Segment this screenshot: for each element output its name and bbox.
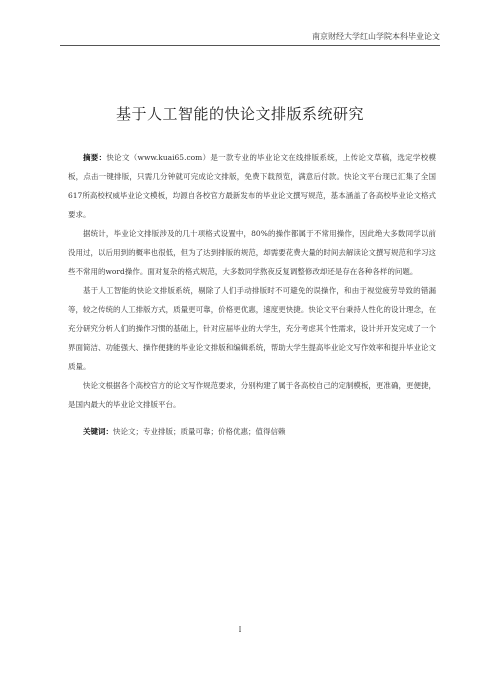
abstract-paragraph-4: 快论文根据各个高校官方的论文写作规范要求，分别构建了属于各高校自己的定制模板，更准确，更便捷，是国内最大的毕业论文排版平台。: [68, 381, 436, 409]
abstract-section: [68, 148, 436, 441]
abstract-paragraph-3: 基于人工智能的快论文排版系统，剔除了人们手动排版时不可避免的误操作，和由于视觉疲劳导致的错漏等，较之传统的人工排版方式，质量更可靠，价格更优惠，速度更快捷。快论文平台秉持人性化的设计理念，在充分研究分析人们的操作习惯的基础上，针对应届毕业的大学生，充分考虑其个性需求，设计并开发完成了一个界面简洁、功能强大、操作便捷的毕业论文排版和编辑系统，帮助大学生提高毕业论文写作效率和提升毕业论文质量。: [68, 286, 436, 371]
abstract-label: 摘要：: [83, 153, 107, 162]
keywords-label: 关键词：: [83, 427, 113, 436]
abstract-paragraph-2: 据统计，毕业论文排版涉及的几十项格式设置中，80%的操作都属于不常用操作，因此绝大多数同学以前没用过，以后用到的概率也很低，但为了达到排版的规范，却需要花费大量的时间去解读论文撰写规范和学习这些不常用的word操作。面对复杂的格式规范，大多数同学熬夜反复调整修改却还是存在各种各样的问题。: [68, 229, 436, 276]
header-rule: [60, 45, 440, 46]
abstract-paragraph-1: [68, 148, 436, 224]
page-number: I: [238, 626, 242, 634]
keywords-text: 快论文；专业排版；质量可靠；价格优惠；值得信赖: [113, 427, 286, 436]
keywords-line: [68, 422, 436, 441]
paper-title: 基于人工智能的快论文排版系统研究: [115, 105, 364, 123]
running-header: 南京财经大学红山学院本科毕业论文: [312, 32, 440, 41]
abstract-paragraph-1-text: 快论文（www.kuai65.com）是一款专业的毕业论文在线排版系统，上传论文草稿，选定学校模板，点击一键排版，只需几分钟就可完成论文排版，免费下载预览，满意后付款。快论文平台现已汇集了全国617所高校权威毕业论文模板，均源自各校官方最新发布的毕业论文撰写规范，基本涵盖了各高校毕业论文格式要求。: [68, 153, 436, 219]
